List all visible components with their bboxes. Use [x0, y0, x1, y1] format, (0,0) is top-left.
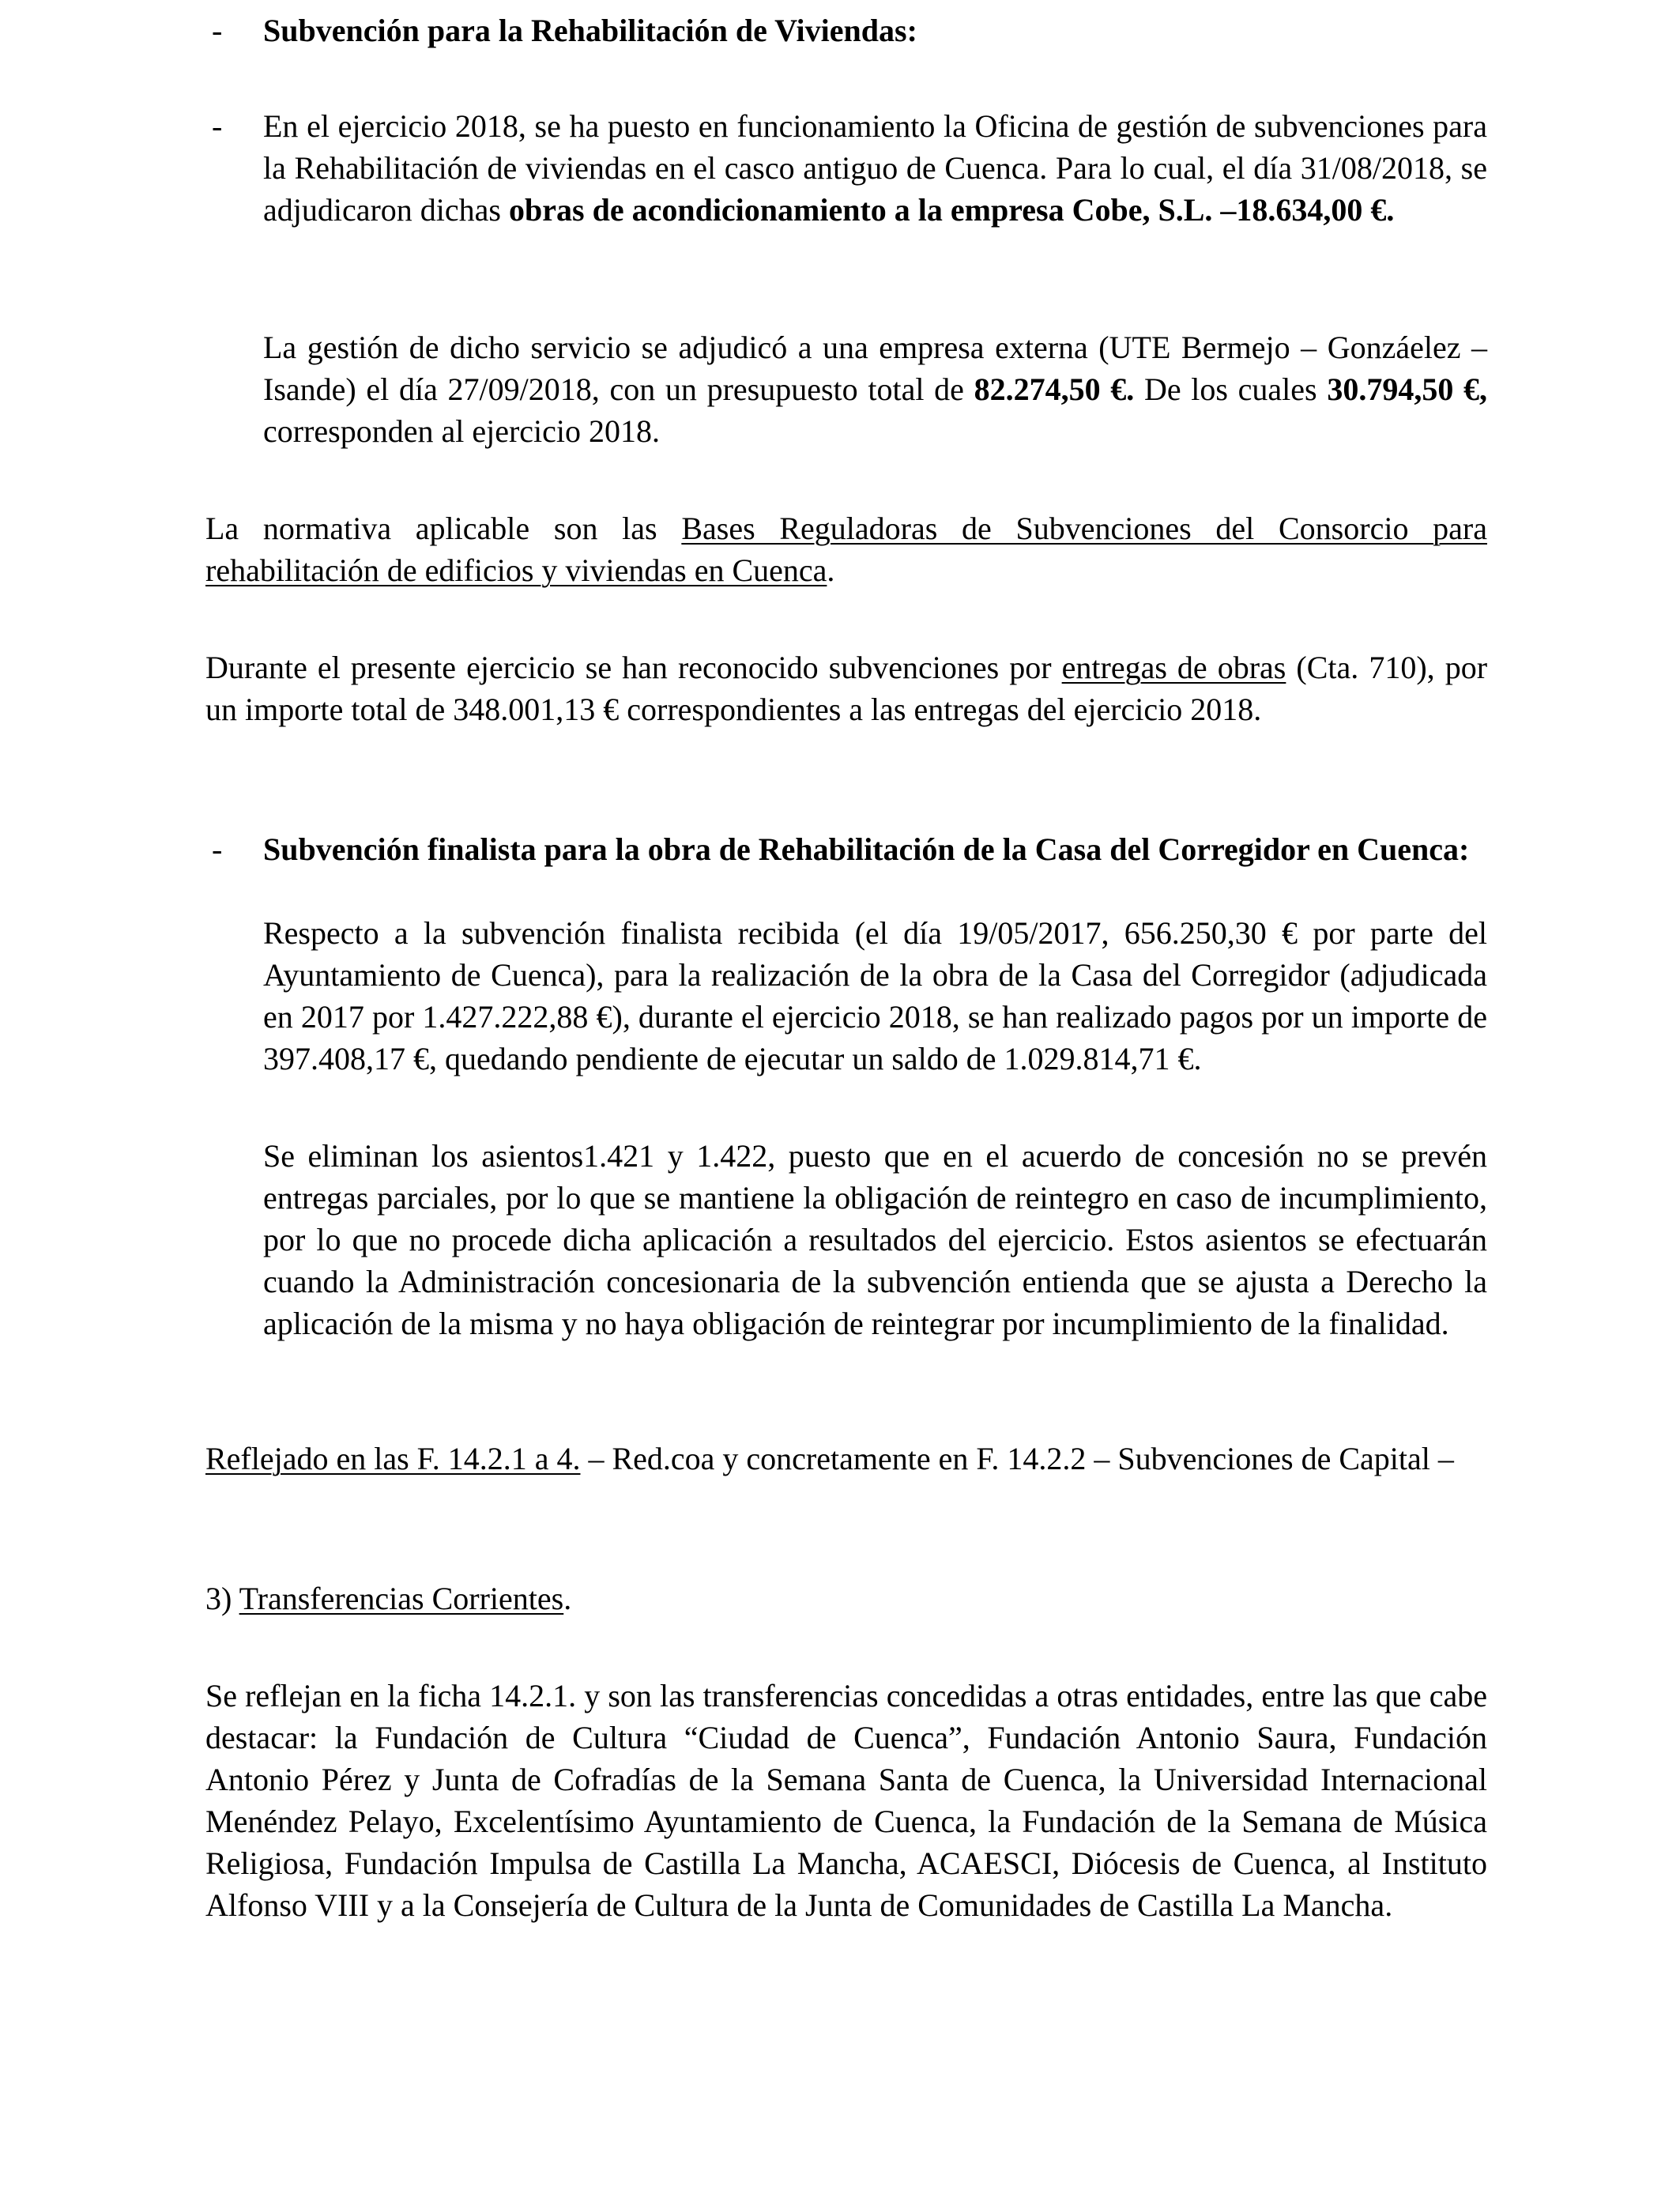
- text-run: .: [827, 552, 835, 588]
- underlined-reference: Reflejado en las F. 14.2.1 a 4.: [205, 1441, 581, 1476]
- paragraph-eliminan-asientos: Se eliminan los asientos1.421 y 1.422, puesto que en el acuerdo de concesión no se prevén entregas parciales, por lo que se mantiene la obligación de reintegro en caso de incumplimiento, por lo que no procede dicha aplicación a resultados del ejercicio. Estos asientos se efectuarán cuando la Administración concesionaria de la subvención entienda que se ajusta a Derecho la aplicación de la misma y no haya obligación de reintegrar por incumplimiento de la finalidad.: [263, 1138, 1487, 1341]
- text-run: La normativa aplicable son las: [205, 511, 682, 546]
- paragraph-oficina-gestion: [263, 105, 1487, 231]
- bold-amount: 30.794,50 €,: [1327, 371, 1488, 407]
- bullet-dash: -: [212, 13, 223, 48]
- bold-amount: 82.274,50 €.: [974, 371, 1135, 407]
- text-run: .: [563, 1581, 572, 1616]
- underlined-reference: entregas de obras: [1061, 650, 1286, 685]
- section-heading-transferencias: [205, 1578, 1487, 1619]
- paragraph-normativa: [205, 507, 1487, 591]
- heading-text: Subvención para la Rehabilitación de Viviendas:: [263, 13, 917, 48]
- underlined-heading: Transferencias Corrientes: [239, 1581, 564, 1616]
- text-run: corresponden al ejercicio 2018.: [263, 413, 661, 449]
- text-run: La gestión de dicho servicio se adjudicó a una empresa externa (UTE Bermejo – Gonzáelez – Isande) el día 27/09/2018, con un presupuesto total de: [263, 330, 1487, 407]
- section-number: 3): [205, 1581, 239, 1616]
- bullet-dash: -: [212, 108, 223, 144]
- bold-text: obras de acondicionamiento a la empresa Cobe, S.L. –18.634,00 €.: [509, 192, 1395, 228]
- section-heading-viviendas: [263, 9, 1487, 51]
- bullet-dash: -: [212, 831, 223, 867]
- heading-text: Subvención finalista para la obra de Rehabilitación de la Casa del Corregidor en Cuenca:: [263, 831, 1470, 867]
- text-run: En el ejercicio 2018, se ha puesto en funcionamiento la Oficina de gestión de subvenciones para la Rehabilitación de viviendas en el casco antiguo de Cuenca. Para lo cual, el día 31/08/2018, se adjudicaron dichas: [263, 108, 1487, 228]
- text-run: – Red.coa y concretamente en F. 14.2.2 – Subvenciones de Capital –: [580, 1441, 1454, 1476]
- text-run: Durante el presente ejercicio se han reconocido subvenciones por: [205, 650, 1062, 685]
- text-run: (Cta. 710), por un importe total de 348.001,13 € correspondientes a las entregas del ejercicio 2018.: [205, 650, 1488, 727]
- paragraph-reflejado: [205, 1438, 1487, 1480]
- underlined-reference: Bases Reguladoras de Subvenciones del Consorcio para rehabilitación de edificios y viviendas en Cuenca: [205, 511, 1487, 588]
- section-heading-corregidor: [263, 828, 1487, 870]
- paragraph-gestion-servicio: [263, 326, 1487, 452]
- text-run: De los cuales: [1134, 371, 1328, 407]
- paragraph-transferencias: Se reflejan en la ficha 14.2.1. y son las transferencias concedidas a otras entidades, entre las que cabe destacar: la Fundación de Cultura “Ciudad de Cuenca”, Fundación Antonio Saura, Fundación Antonio Pérez y Junta de Cofradías de la Semana Santa de Cuenca, la Universidad Internacional Menéndez Pelayo, Excelentísimo Ayuntamiento de Cuenca, la Fundación de la Semana de Música Religiosa, Fundación Impulsa de Castilla La Mancha, ACAESCI, Diócesis de Cuenca, al Instituto Alfonso VIII y a la Consejería de Cultura de la Junta de Comunidades de Castilla La Mancha.: [205, 1678, 1487, 1923]
- paragraph-subvencion-finalista: Respecto a la subvención finalista recibida (el día 19/05/2017, 656.250,30 € por parte del Ayuntamiento de Cuenca), para la realización de la obra de la Casa del Corregidor (adjudicada en 2017 por 1.427.222,88 €), durante el ejercicio 2018, se han realizado pagos por un importe de 397.408,17 €, quedando pendiente de ejecutar un saldo de 1.029.814,71 €.: [263, 915, 1487, 1076]
- paragraph-entregas-obras: [205, 647, 1487, 730]
